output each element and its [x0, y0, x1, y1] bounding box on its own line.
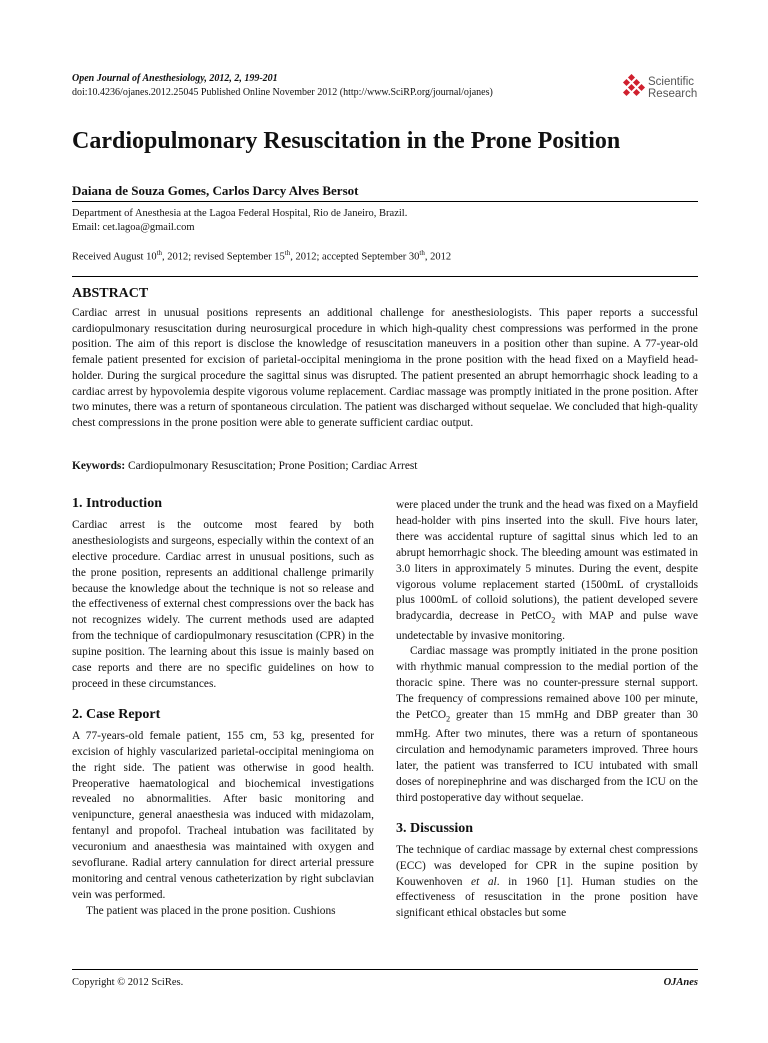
header-rule	[72, 276, 698, 277]
abstract-text: Cardiac arrest in unusual positions represents an additional challenge for anesthesiologists. This paper reports a successful cardiopulmonary resuscitation during neurosurgical procedure in which high-quality chest compressions was performed in the prone position. The aim of this report is disclose the knowledge of resuscitation maneuvers in a position other than supine. A 77-year-old female patient presented for excision of parietal-occipital meningioma in the prone position with the head fixed on a Mayfield head-holder. During the surgical procedure the sagittal sinus was disrupted. The patient presented an abrupt hemorrhagic shock leading to a cardiac arrest by hypovolemia despite vigorous volume replacement. Cardiac massage was promptly initiated in the prone position. After two minutes, there was a return of spontaneous circulation. The patient was discharged without sequelae. We concluded that high-quality chest compressions in the prone position were able to generate sufficient cardiac output.	[72, 307, 698, 429]
cardiac-massage-paragraph: Cardiac massage was promptly initiated in the prone position with rhythmic manual compression to the medial portion of the thoracic spine. There was no counter-pressure sternal support. The frequency of compressions remained above 100 per minute, the PetCO$_2$ greater than 15 mmHg and DBP greater than 30 mmHg. After two minutes, there was a return of spontaneous circulation and hemodynamic parameters improved. Three hours later, the patient was transferred to ICU intubated with small doses of norepinephrine and was discharged from the ICU on the third postoperative day without sequelae.	[396, 645, 698, 804]
title-rule	[72, 201, 698, 202]
journal-name: Open Journal of Anesthesiology	[72, 73, 205, 84]
journal-meta: , 2012, 2, 199-201	[204, 73, 278, 84]
journal-abbreviation: OJAnes	[663, 977, 698, 988]
paper-title: Cardiopulmonary Resuscitation in the Prone Position	[72, 128, 621, 154]
case-report-text-2: The patient was placed in the prone position. Cushions	[86, 904, 336, 917]
section-heading-introduction: 1. Introduction	[72, 496, 162, 511]
footer-rule	[72, 969, 698, 970]
abstract-heading: ABSTRACT	[72, 286, 149, 301]
section-heading-case-report: 2. Case Report	[72, 706, 161, 722]
scirp-logo-icon	[620, 74, 646, 100]
case-report-text: A 77-years-old female patient, 155 cm, 53 kg, presented for excision of highly vascularized parietal-occipital meningioma on the right side. The patient was otherwise in good health. Preoperative haematological and biochemical investigations revealed no abnormalities. After basic monitoring and venipuncture, general anaesthesia was induced with midazolam, fentanyl and propofol. Tracheal intubation was facilitated by vecuronium and anaesthesia was maintained with oxygen and sevoflurane. Radial artery cannulation for direct arterial pressure monitoring and central venous catheterization by right subclavian vein was performed.	[72, 729, 374, 901]
logo-line-1: Scientific	[648, 76, 695, 88]
affiliation: Department of Anesthesia at the Lagoa Federal Hospital, Rio de Janeiro, Brazil.	[72, 208, 408, 219]
authors: Daiana de Souza Gomes, Carlos Darcy Alves Bersot	[72, 183, 359, 198]
keywords-list: Cardiopulmonary Resuscitation; Prone Position; Cardiac Arrest	[125, 460, 418, 472]
case-report-continued: were placed under the trunk and the head was fixed on a Mayfield head-holder with pins inserted into the skull. Five hours later, there was accidental rupture of sagittal sinus which led to an abrupt hemorrhagic shock. The bleeding amount was estimated in 3.0 liters in approximately 5 minutes. During the event, despite vigorous volume replacement started (1500mL of crystalloids plus 1000mL of colloid solutions), the patient developed severe bradycardia, decrease in PetCO$_2$ with MAP and pulse wave undetectable by invasive monitoring.	[396, 499, 698, 642]
email: Email: cet.lagoa@gmail.com	[72, 222, 195, 233]
doi-line: doi:10.4236/ojanes.2012.25045 Published Online November 2012 (http://www.SciRP.org/journal/ojanes)	[72, 87, 493, 98]
affiliation-block	[72, 207, 407, 235]
page-footer	[72, 977, 698, 988]
journal-header	[72, 72, 493, 100]
right-column	[396, 498, 698, 922]
keywords-label: Keywords:	[72, 460, 126, 472]
received-dates: Received August 10th, 2012; revised September 15th, 2012; accepted September 30th, 2012	[72, 249, 452, 263]
logo-text	[648, 76, 697, 100]
logo-line-2: Research	[648, 88, 698, 100]
discussion-text: The technique of cardiac massage by external chest compressions (ECC) was developed for CPR in the supine position by Kouwenhoven et al. in 1960 [1]. Human studies on the effectiveness of resuscitation in the prone position have significant ethical obstacles but some	[396, 843, 698, 920]
section-heading-discussion: 3. Discussion	[396, 820, 474, 836]
left-column	[72, 496, 374, 920]
introduction-text: Cardiac arrest is the outcome most feared by both anesthesiologists and surgeons, especially within the context of an elective procedure. Cardiac arrest in unusual positions, such as the prone position, represents an additional challenge primarily because the knowledge about the technique is not so release and the effectiveness of external chest compressions over the back has not recognizes widely. The current methods used are adapted from the technique of cardiopulmonary resuscitation (CPR) in the supine position. The learning about this issue is mainly based on case reports and there are no specific guidelines on how to proceed in these circumstances.	[72, 518, 374, 690]
publisher-logo	[620, 72, 700, 106]
copyright: Copyright © 2012 SciRes.	[72, 977, 184, 988]
keywords	[72, 460, 417, 472]
